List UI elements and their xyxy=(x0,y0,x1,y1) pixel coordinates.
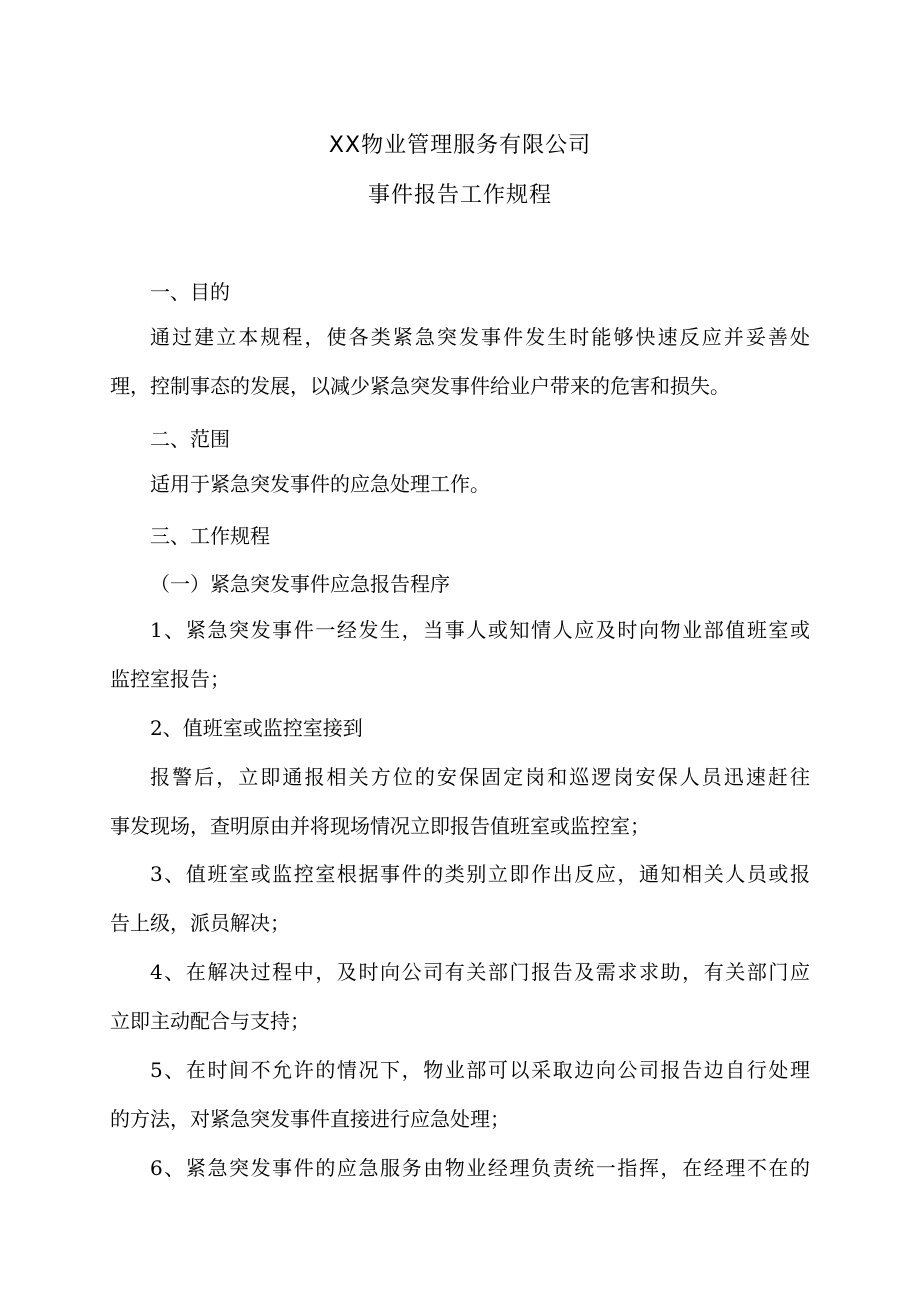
list-item-line: 立即主动配合与支持； xyxy=(110,1009,310,1033)
subsection-heading: （一）紧急突发事件应急报告程序 xyxy=(150,572,450,596)
list-item-line: 监控室报告； xyxy=(110,667,230,691)
list-item-line: 告上级，派员解决； xyxy=(110,911,290,935)
list-item-line: 6、紧急突发事件的应急服务由物业经理负责统一指挥，在经理不在的 xyxy=(150,1156,810,1180)
section-heading-purpose: 一、目的 xyxy=(150,280,230,304)
document-title: 事件报告工作规程 xyxy=(367,183,552,208)
list-item-line: 2、值班室或监控室接到 xyxy=(150,716,363,740)
list-item-line: 1、紧急突发事件一经发生，当事人或知情人应及时向物业部值班室或 xyxy=(150,618,810,642)
section-heading-scope: 二、范围 xyxy=(150,427,230,451)
list-item-line: 报警后，立即通报相关方位的安保固定岗和巡逻岗安保人员迅速赶往 xyxy=(150,765,810,789)
paragraph-line: 通过建立本规程，使各类紧急突发事件发生时能够快速反应并妥善处 xyxy=(150,325,810,349)
list-item-line: 事发现场，查明原由并将现场情况立即报告值班室或监控室； xyxy=(110,814,650,838)
company-title: XX物业管理服务有限公司 xyxy=(328,133,592,158)
list-item-line: 3、值班室或监控室根据事件的类别立即作出反应，通知相关人员或报 xyxy=(150,862,810,886)
list-item-line: 4、在解决过程中，及时向公司有关部门报告及需求求助，有关部门应 xyxy=(150,960,810,984)
list-item-line: 5、在时间不允许的情况下，物业部可以采取边向公司报告边自行处理 xyxy=(150,1058,810,1082)
paragraph-line: 理，控制事态的发展，以减少紧急突发事件给业户带来的危害和损失。 xyxy=(110,374,730,398)
paragraph-line: 适用于紧急突发事件的应急处理工作。 xyxy=(150,472,490,496)
section-heading-procedure: 三、工作规程 xyxy=(150,524,270,548)
list-item-line: 的方法，对紧急突发事件直接进行应急处理； xyxy=(110,1107,510,1131)
